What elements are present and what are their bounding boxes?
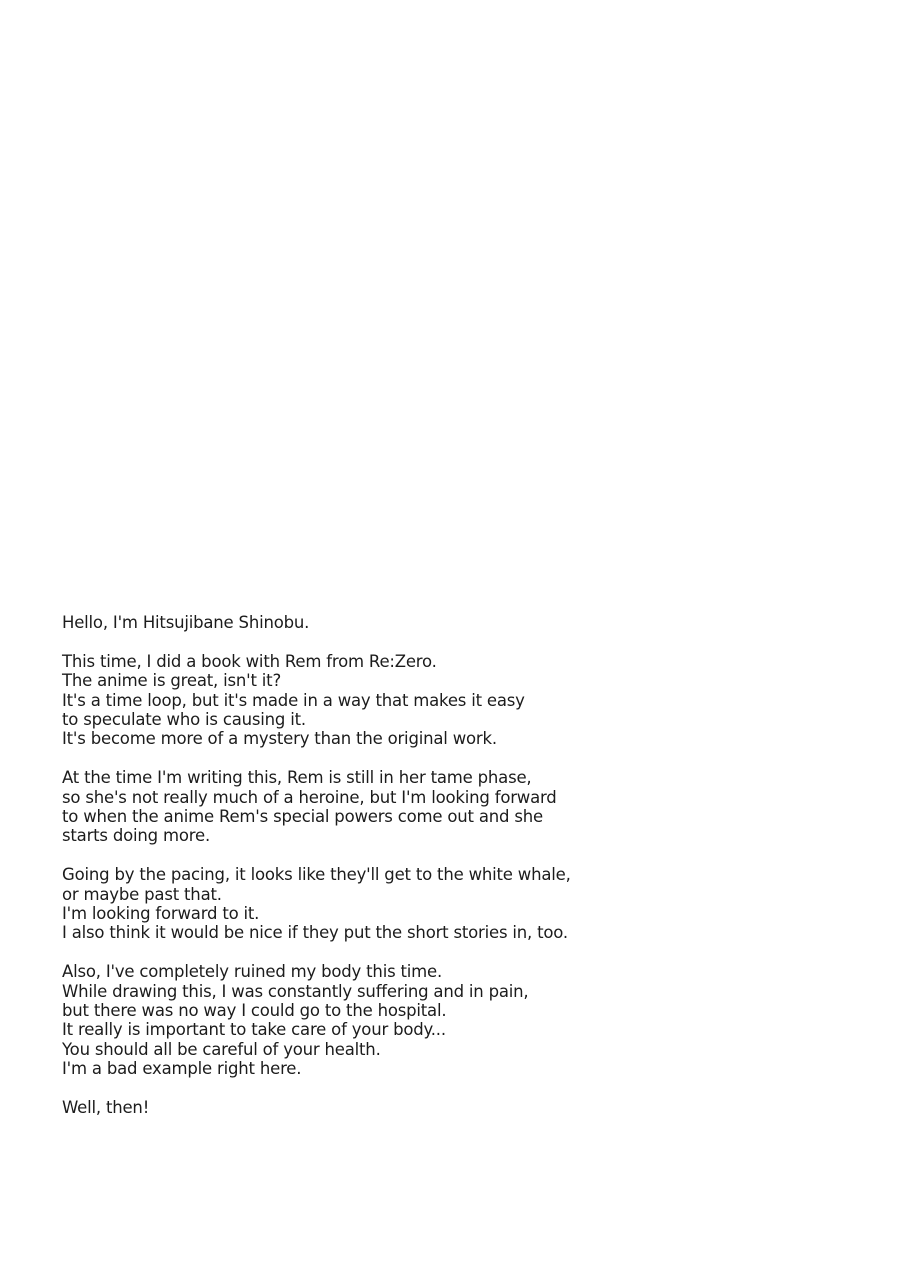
text-line: At the time I'm writing this, Rem is still in her tame phase, (62, 768, 532, 788)
text-line: to when the anime Rem's special powers come out and she (62, 807, 543, 827)
text-line: It really is important to take care of your body... (62, 1020, 446, 1040)
text-line: The anime is great, isn't it? (62, 671, 281, 691)
paragraph-rem-phase (62, 768, 862, 846)
text-line: but there was no way I could go to the hospital. (62, 1001, 447, 1021)
text-line: It's a time loop, but it's made in a way that makes it easy (62, 690, 525, 710)
afterword-text-block (62, 613, 862, 1137)
text-line: I'm looking forward to it. (62, 904, 260, 924)
paragraph-pacing (62, 865, 862, 943)
paragraph-rezero-book (62, 652, 862, 749)
paragraph-closing (62, 1098, 862, 1117)
text-line: It's become more of a mystery than the original work. (62, 729, 497, 749)
text-line: or maybe past that. (62, 884, 222, 904)
text-line: This time, I did a book with Rem from Re:Zero. (62, 651, 437, 671)
text-line: While drawing this, I was constantly suffering and in pain, (62, 981, 529, 1001)
text-line: You should all be careful of your health. (62, 1039, 381, 1059)
text-line: Going by the pacing, it looks like they'll get to the white whale, (62, 865, 571, 885)
text-line: Well, then! (62, 1098, 150, 1118)
text-line: I also think it would be nice if they put the short stories in, too. (62, 923, 568, 943)
text-line: to speculate who is causing it. (62, 710, 306, 730)
paragraph-greeting (62, 613, 862, 632)
text-line: Also, I've completely ruined my body this time. (62, 962, 443, 982)
text-line: Hello, I'm Hitsujibane Shinobu. (62, 613, 310, 632)
paragraph-health (62, 962, 862, 1078)
text-line: so she's not really much of a heroine, but I'm looking forward (62, 787, 557, 807)
text-line: starts doing more. (62, 826, 210, 846)
text-line: I'm a bad example right here. (62, 1059, 302, 1079)
